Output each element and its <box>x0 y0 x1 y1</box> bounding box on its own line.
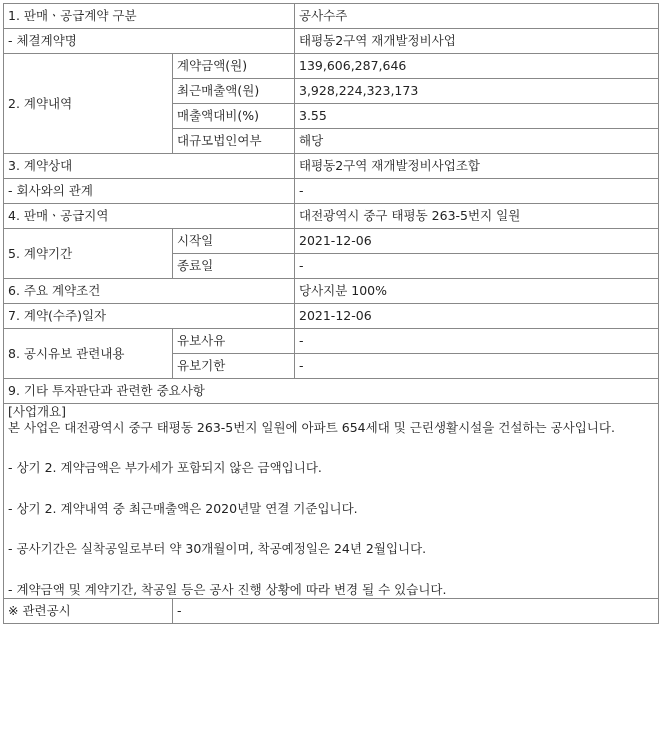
row-contract-name <box>4 29 659 54</box>
value-start-date: 2021-12-06 <box>295 229 659 254</box>
label-contract-date: 7. 계약(수주)일자 <box>4 304 295 329</box>
label-recent-sales: 최근매출액(원) <box>173 79 295 104</box>
label-large-corp: 대규모법인여부 <box>173 129 295 154</box>
row-start-date <box>4 229 659 254</box>
value-deferral-reason: - <box>295 329 659 354</box>
value-relationship: - <box>295 179 659 204</box>
note-line: - 계약금액 및 계약기간, 착공일 등은 공사 진행 상황에 따라 변경 될 수 있습니다. <box>8 581 447 597</box>
value-supply-region: 대전광역시 중구 태평동 263-5번지 일원 <box>295 204 659 229</box>
value-contract-name: 태평동2구역 재개발정비사업 <box>295 29 659 54</box>
note-blank-line <box>8 517 654 541</box>
label-contract-details: 2. 계약내역 <box>4 54 173 154</box>
label-end-date: 종료일 <box>173 254 295 279</box>
label-main-terms: 6. 주요 계약조건 <box>4 279 295 304</box>
label-relationship: - 회사와의 관계 <box>4 179 295 204</box>
row-contract-type <box>4 4 659 29</box>
value-recent-sales: 3,928,224,323,173 <box>295 79 659 104</box>
label-deferral-reason: 유보사유 <box>173 329 295 354</box>
row-other-matters <box>4 379 659 404</box>
label-other-matters: 9. 기타 투자판단과 관련한 중요사항 <box>4 379 659 404</box>
row-related-disclosure <box>4 598 659 623</box>
row-contract-date <box>4 304 659 329</box>
note-line: - 공사기간은 실착공일로부터 약 30개월이며, 착공예정일은 24년 2월입니다. <box>8 541 427 557</box>
row-counterparty <box>4 154 659 179</box>
note-blank-line <box>8 476 654 500</box>
note-blank-line <box>8 436 654 460</box>
row-main-terms <box>4 279 659 304</box>
row-notes <box>4 404 659 599</box>
label-start-date: 시작일 <box>173 229 295 254</box>
value-contract-type: 공사수주 <box>295 4 659 29</box>
value-end-date: - <box>295 254 659 279</box>
label-deferral-deadline: 유보기한 <box>173 354 295 379</box>
label-sales-ratio: 매출액대비(%) <box>173 104 295 129</box>
row-contract-amount <box>4 54 659 79</box>
value-contract-amount: 139,606,287,646 <box>295 54 659 79</box>
value-contract-date: 2021-12-06 <box>295 304 659 329</box>
value-main-terms: 당사지분 100% <box>295 279 659 304</box>
label-related-disclosure: ※ 관련공시 <box>4 598 173 623</box>
value-deferral-deadline: - <box>295 354 659 379</box>
row-deferral-reason <box>4 329 659 354</box>
label-counterparty: 3. 계약상대 <box>4 154 295 179</box>
note-line: - 상기 2. 계약금액은 부가세가 포함되지 않은 금액입니다. <box>8 460 322 476</box>
row-relationship <box>4 179 659 204</box>
value-related-disclosure: - <box>173 598 659 623</box>
label-contract-amount: 계약금액(원) <box>173 54 295 79</box>
note-line: - 상기 2. 계약내역 중 최근매출액은 2020년말 연결 기준입니다. <box>8 500 358 516</box>
label-contract-period: 5. 계약기간 <box>4 229 173 279</box>
value-large-corp: 해당 <box>295 129 659 154</box>
notes-body <box>4 404 659 599</box>
note-line: [사업개요] <box>8 404 67 419</box>
value-sales-ratio: 3.55 <box>295 104 659 129</box>
disclosure-table <box>3 3 659 624</box>
value-counterparty: 태평동2구역 재개발정비사업조합 <box>295 154 659 179</box>
note-line: 본 사업은 대전광역시 중구 태평동 263-5번지 일원에 아파트 654세대 및 근린생활시설을 건설하는 공사입니다. <box>8 420 615 435</box>
label-disclosure-deferral: 8. 공시유보 관련내용 <box>4 329 173 379</box>
note-blank-line <box>8 557 654 581</box>
label-contract-name: - 체결계약명 <box>4 29 295 54</box>
label-contract-type: 1. 판매ㆍ공급계약 구분 <box>4 4 295 29</box>
row-supply-region <box>4 204 659 229</box>
label-supply-region: 4. 판매ㆍ공급지역 <box>4 204 295 229</box>
